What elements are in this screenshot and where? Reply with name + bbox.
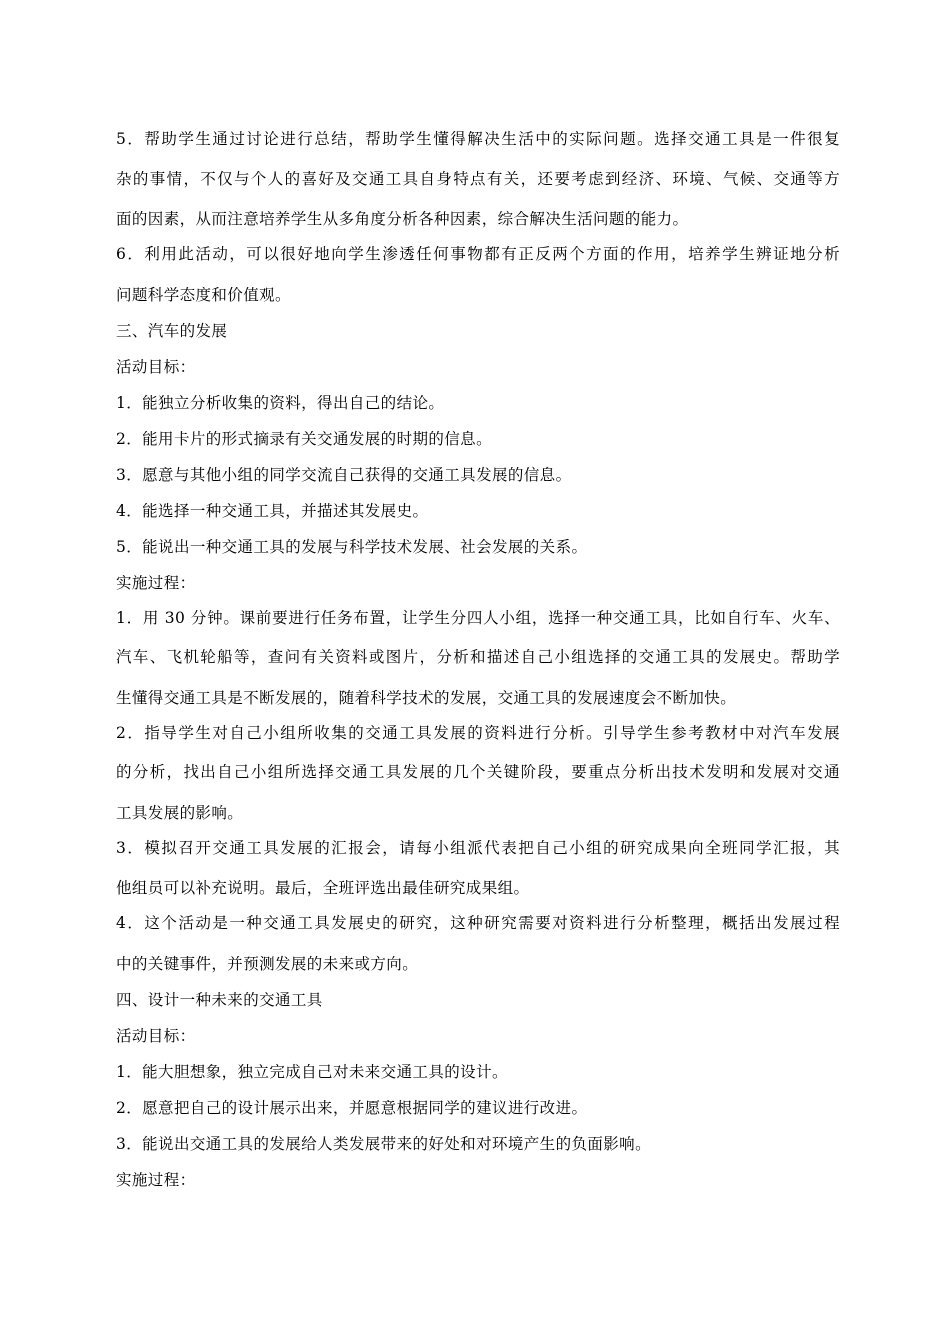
text-line: 5．能说出一种交通工具的发展与科学技术发展、社会发展的关系。 [116,537,588,556]
text-line: 面的因素，从而注意培养学生从多角度分析各种因素，综合解决生活问题的能力。 [116,210,689,228]
text-line: 6．利用此活动，可以很好地向学生渗透任何事物都有正反两个方面的作用，培养学生辨证地分析 [116,245,840,263]
text-line: 实施过程： [116,573,196,592]
text-line: 四、设计一种未来的交通工具 [116,990,323,1009]
text-line: 活动目标： [116,357,196,376]
text-line: 2．能用卡片的形式摘录有关交通发展的时期的信息。 [116,429,492,448]
text-line: 中的关键事件，并预测发展的未来或方向。 [116,954,419,973]
text-line: 2．愿意把自己的设计展示出来，并愿意根据同学的建议进行改进。 [116,1098,588,1117]
text-line: 4．能选择一种交通工具，并描述其发展史。 [116,501,429,520]
text-line: 1．用 30 分钟。课前要进行任务布置，让学生分四人小组，选择一种交通工具，比如自行车、火车、 [116,608,840,627]
text-line: 三、汽车的发展 [116,321,228,340]
document-body [116,122,840,1198]
text-line: 3．模拟召开交通工具发展的汇报会，请每小组派代表把自己小组的研究成果向全班同学汇报，其 [116,838,840,857]
text-line: 工具发展的影响。 [116,803,244,822]
text-line: 的分析，找出自己小组所选择交通工具发展的几个关键阶段，要重点分析出技术发明和发展对交通 [116,763,840,781]
text-line: 4．这个活动是一种交通工具发展史的研究，这种研究需要对资料进行分析整理，概括出发展过程 [116,914,840,932]
text-line: 他组员可以补充说明。最后，全班评选出最佳研究成果组。 [116,879,530,897]
text-line: 1．能独立分析收集的资料，得出自己的结论。 [116,393,445,412]
text-line: 5．帮助学生通过讨论进行总结，帮助学生懂得解决生活中的实际问题。选择交通工具是一件很复 [116,130,840,148]
text-line: 活动目标： [116,1026,196,1045]
text-line: 3．愿意与其他小组的同学交流自己获得的交通工具发展的信息。 [116,465,572,484]
text-line: 1．能大胆想象，独立完成自己对未来交通工具的设计。 [116,1062,508,1081]
text-line: 汽车、飞机轮船等，查问有关资料或图片，分析和描述自己小组选择的交通工具的发展史。帮助学 [116,648,840,666]
text-line: 杂的事情，不仅与个人的喜好及交通工具自身特点有关，还要考虑到经济、环境、气候、交通等方 [116,169,840,188]
text-line: 3．能说出交通工具的发展给人类发展带来的好处和对环境产生的负面影响。 [116,1134,651,1153]
text-line: 2．指导学生对自己小组所收集的交通工具发展的资料进行分析。引导学生参考教材中对汽车发展 [116,723,840,742]
text-line: 实施过程： [116,1170,196,1189]
text-line: 生懂得交通工具是不断发展的，随着科学技术的发展，交通工具的发展速度会不断加快。 [116,688,737,707]
text-line: 问题科学态度和价值观。 [116,285,291,304]
